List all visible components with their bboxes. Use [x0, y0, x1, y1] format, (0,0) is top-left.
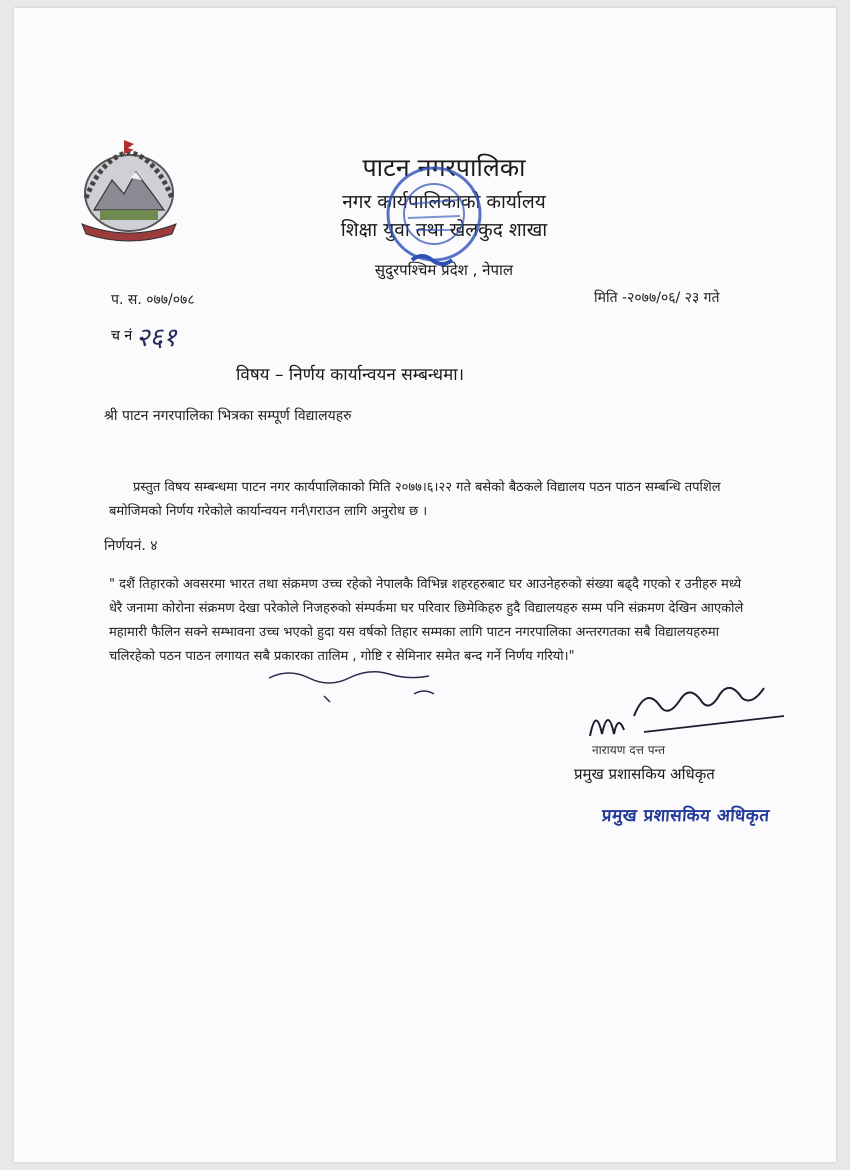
letter-page: [14, 8, 836, 1162]
office-seal-icon: [372, 160, 502, 278]
signatory-name: नारायण दत्त पन्त: [592, 743, 666, 757]
handwritten-note-icon: [264, 648, 464, 708]
decision-text: " दशैं तिहारको अवसरमा भारत तथा संक्रमण उच्च रहेको नेपालकै विभिन्न शहरहरुबाट घर आउनेहरुको संख्या बढ्दै गएको र उनीहरु मध्ये धेरै जनामा कोरोना संक्रमण देखा परेकोले निजहरुको संम्पर्कमा घर परिवार छिमेकिहरु हुदै विद्यालयहरु सम्म पनि संक्रमण देखिन आएकोले महामारी फैलिन सक्ने सम्भावना उच्च भएको हुदा यस वर्षको तिहार सम्मका लागि पाटन नगरपालिका अन्तरगतका सबै विद्यालयहरुमा चलिरहेको पठन पाठन लगायत सबै प्रकारका तालिम , गोष्टि र सेमिनार समेत बन्द गर्ने निर्णय गरियो।": [109, 577, 744, 664]
letter-subject: विषय – निर्णय कार्यान्वयन सम्बन्धमा।: [236, 365, 465, 385]
letter-addressee: श्री पाटन नगरपालिका भित्रका सम्पूर्ण विद्यालयहरु: [104, 408, 352, 424]
office-name: पाटन नगरपालिका: [362, 153, 526, 182]
nepal-coat-of-arms-icon: [72, 138, 186, 242]
chalani-label: च नं: [111, 328, 133, 344]
signatory-stamp: प्रमुख प्रशासकिय अधिकृत: [601, 806, 771, 826]
office-subtitle: नगर कार्यपालिकाको कार्यालय: [342, 191, 546, 213]
handwritten-signature-icon: [584, 676, 794, 748]
decision-number: निर्णयनं. ४: [104, 538, 158, 554]
letter-date: मिति -२०७७/०६/ २३ गते: [594, 290, 720, 306]
body-paragraph: प्रस्तुत विषय सम्बन्धमा पाटन नगर कार्यपालिकाको मिति २०७७।६।२२ गते बसेको बैठकले विद्यालय पठन पाठन सम्बन्धि तपशिल बमोजिमको निर्णय गरेकोले कार्यान्वयन गर्न\गराउन लागि अनुरोध छ ।: [109, 480, 721, 519]
letter-reference-number: प. स. ०७७/०७८: [111, 292, 195, 308]
signatory-title: प्रमुख प्रशासकिय अधिकृत: [574, 765, 715, 783]
section-name: शिक्षा युवा तथा खेलकुद शाखा: [340, 219, 548, 241]
province-line: सुदुरपश्चिम प्रदेश , नेपाल: [374, 261, 514, 279]
chalani-number: २६१: [136, 323, 177, 353]
